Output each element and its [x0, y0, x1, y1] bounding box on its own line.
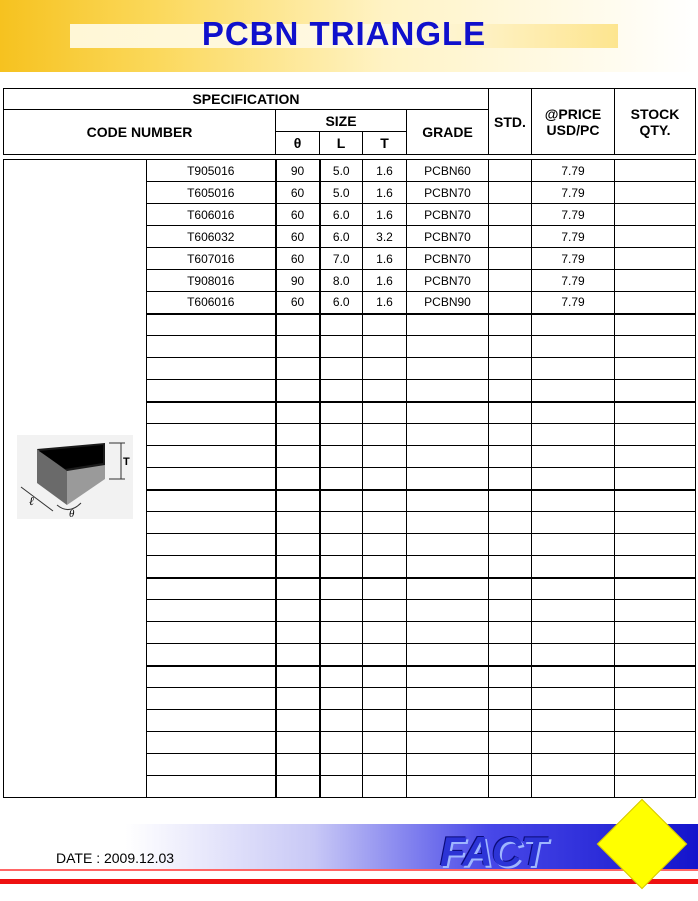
- price-cell: [532, 446, 615, 468]
- code-cell: [147, 424, 276, 446]
- theta-cell: 60: [276, 182, 320, 204]
- code-cell: [147, 622, 276, 644]
- t-cell: [363, 666, 407, 688]
- price-cell: [532, 644, 615, 666]
- stock-cell: [615, 204, 696, 226]
- stock-cell: [615, 710, 696, 732]
- grade-cell: [407, 644, 489, 666]
- std-cell: [489, 380, 532, 402]
- stock-cell: [615, 688, 696, 710]
- theta-cell: [276, 490, 320, 512]
- l-cell: 7.0: [320, 248, 363, 270]
- theta-cell: [276, 468, 320, 490]
- stock-header-line2: QTY.: [639, 121, 671, 138]
- l-cell: [320, 776, 363, 798]
- theta-cell: 60: [276, 226, 320, 248]
- grade-cell: [407, 424, 489, 446]
- grade-cell: [407, 754, 489, 776]
- stock-cell: [615, 248, 696, 270]
- spec-table: [3, 88, 696, 798]
- theta-cell: [276, 446, 320, 468]
- theta-cell: [276, 644, 320, 666]
- price-cell: [532, 314, 615, 336]
- code-cell: [147, 688, 276, 710]
- price-cell: [532, 512, 615, 534]
- code-cell: [147, 358, 276, 380]
- l-cell: [320, 556, 363, 578]
- price-cell: [532, 732, 615, 754]
- l-cell: 5.0: [320, 160, 363, 182]
- code-cell: [147, 732, 276, 754]
- l-cell: [320, 754, 363, 776]
- price-cell: [532, 556, 615, 578]
- l-cell: 6.0: [320, 204, 363, 226]
- stock-cell: [615, 754, 696, 776]
- std-cell: [489, 468, 532, 490]
- theta-cell: 90: [276, 160, 320, 182]
- code-cell: [147, 380, 276, 402]
- code-cell: T605016: [147, 182, 276, 204]
- theta-cell: [276, 534, 320, 556]
- grade-cell: [407, 688, 489, 710]
- code-cell: [147, 446, 276, 468]
- price-cell: 7.79: [532, 248, 615, 270]
- l-cell: [320, 446, 363, 468]
- specification-header: SPECIFICATION: [4, 89, 489, 110]
- std-cell: [489, 644, 532, 666]
- code-cell: [147, 512, 276, 534]
- stock-cell: [615, 402, 696, 424]
- code-cell: T908016: [147, 270, 276, 292]
- price-cell: [532, 534, 615, 556]
- stock-cell: [615, 292, 696, 314]
- stock-cell: [615, 600, 696, 622]
- grade-cell: [407, 556, 489, 578]
- t-cell: [363, 446, 407, 468]
- stock-cell: [615, 160, 696, 182]
- price-cell: [532, 336, 615, 358]
- theta-cell: [276, 688, 320, 710]
- table-row: [4, 160, 696, 182]
- l-cell: [320, 358, 363, 380]
- t-cell: 1.6: [363, 204, 407, 226]
- spec-table-body: [4, 160, 696, 798]
- theta-cell: [276, 336, 320, 358]
- t-cell: 1.6: [363, 292, 407, 314]
- stock-cell: [615, 490, 696, 512]
- price-cell: [532, 402, 615, 424]
- fact-logo: FACT: [440, 828, 546, 875]
- stock-header-line1: STOCK: [630, 105, 680, 122]
- theta-cell: [276, 402, 320, 424]
- t-cell: [363, 402, 407, 424]
- stock-cell: [615, 446, 696, 468]
- std-cell: [489, 556, 532, 578]
- t-cell: [363, 578, 407, 600]
- t-cell: [363, 710, 407, 732]
- std-cell: [489, 358, 532, 380]
- stock-cell: [615, 358, 696, 380]
- code-cell: T606016: [147, 204, 276, 226]
- std-cell: [489, 292, 532, 314]
- std-header: STD.: [489, 89, 532, 155]
- theta-cell: [276, 424, 320, 446]
- insert-diagram-icon: [17, 435, 133, 519]
- grade-cell: PCBN90: [407, 292, 489, 314]
- diamond-logo-icon: [597, 799, 688, 890]
- l-cell: [320, 644, 363, 666]
- grade-cell: [407, 358, 489, 380]
- theta-cell: 90: [276, 270, 320, 292]
- std-cell: [489, 270, 532, 292]
- theta-cell: [276, 578, 320, 600]
- price-cell: 7.79: [532, 270, 615, 292]
- code-cell: T606032: [147, 226, 276, 248]
- code-cell: [147, 578, 276, 600]
- stock-cell: [615, 314, 696, 336]
- grade-cell: [407, 600, 489, 622]
- price-cell: [532, 490, 615, 512]
- t-cell: [363, 556, 407, 578]
- grade-cell: [407, 622, 489, 644]
- l-cell: [320, 402, 363, 424]
- code-cell: [147, 600, 276, 622]
- price-cell: 7.79: [532, 182, 615, 204]
- t-cell: [363, 468, 407, 490]
- code-cell: [147, 402, 276, 424]
- code-cell: T606016: [147, 292, 276, 314]
- t-cell: [363, 358, 407, 380]
- price-cell: [532, 468, 615, 490]
- stock-cell: [615, 424, 696, 446]
- t-cell: 3.2: [363, 226, 407, 248]
- stock-cell: [615, 534, 696, 556]
- l-cell: 6.0: [320, 226, 363, 248]
- price-cell: [532, 776, 615, 798]
- std-cell: [489, 204, 532, 226]
- std-cell: [489, 314, 532, 336]
- code-cell: T905016: [147, 160, 276, 182]
- code-cell: [147, 556, 276, 578]
- theta-cell: [276, 600, 320, 622]
- theta-cell: [276, 358, 320, 380]
- t-cell: [363, 776, 407, 798]
- std-cell: [489, 754, 532, 776]
- theta-cell: 60: [276, 204, 320, 226]
- price-cell: [532, 666, 615, 688]
- diagram-cell: [4, 160, 147, 798]
- l-cell: [320, 710, 363, 732]
- grade-cell: [407, 732, 489, 754]
- l-cell: [320, 380, 363, 402]
- t-cell: [363, 512, 407, 534]
- std-cell: [489, 402, 532, 424]
- t-cell: [363, 688, 407, 710]
- l-cell: [320, 732, 363, 754]
- grade-cell: [407, 512, 489, 534]
- code-cell: [147, 666, 276, 688]
- price-header: [532, 89, 615, 155]
- l-cell: 8.0: [320, 270, 363, 292]
- stock-cell: [615, 380, 696, 402]
- l-cell: [320, 688, 363, 710]
- price-cell: [532, 688, 615, 710]
- t-cell: 1.6: [363, 270, 407, 292]
- l-cell: [320, 336, 363, 358]
- code-cell: T607016: [147, 248, 276, 270]
- l-cell: [320, 424, 363, 446]
- price-cell: [532, 424, 615, 446]
- l-cell: [320, 314, 363, 336]
- l-cell: 5.0: [320, 182, 363, 204]
- price-cell: [532, 600, 615, 622]
- std-cell: [489, 688, 532, 710]
- theta-cell: [276, 512, 320, 534]
- price-cell: [532, 622, 615, 644]
- std-cell: [489, 160, 532, 182]
- grade-cell: [407, 380, 489, 402]
- l-cell: [320, 666, 363, 688]
- footer-line: [0, 879, 698, 884]
- diagram-t-label: T: [123, 456, 130, 468]
- grade-cell: [407, 314, 489, 336]
- footer-line-thin: [0, 869, 698, 871]
- stock-header: [615, 89, 696, 155]
- grade-cell: [407, 336, 489, 358]
- std-cell: [489, 710, 532, 732]
- stock-cell: [615, 512, 696, 534]
- theta-cell: [276, 314, 320, 336]
- code-cell: [147, 710, 276, 732]
- grade-cell: [407, 666, 489, 688]
- t-cell: [363, 336, 407, 358]
- price-header-line1: @PRICE: [544, 105, 602, 122]
- price-cell: [532, 358, 615, 380]
- price-cell: 7.79: [532, 204, 615, 226]
- code-cell: [147, 468, 276, 490]
- l-header: L: [320, 132, 363, 155]
- grade-cell: PCBN70: [407, 270, 489, 292]
- t-cell: 1.6: [363, 248, 407, 270]
- std-cell: [489, 182, 532, 204]
- theta-cell: [276, 380, 320, 402]
- std-cell: [489, 534, 532, 556]
- l-cell: [320, 468, 363, 490]
- l-cell: [320, 578, 363, 600]
- std-cell: [489, 336, 532, 358]
- grade-cell: PCBN60: [407, 160, 489, 182]
- diagram-theta-label: θ: [69, 508, 75, 519]
- t-cell: [363, 534, 407, 556]
- t-cell: [363, 424, 407, 446]
- grade-cell: [407, 490, 489, 512]
- grade-cell: [407, 776, 489, 798]
- t-cell: [363, 732, 407, 754]
- theta-cell: [276, 666, 320, 688]
- grade-header: GRADE: [407, 110, 489, 155]
- l-cell: [320, 490, 363, 512]
- std-cell: [489, 600, 532, 622]
- std-cell: [489, 622, 532, 644]
- grade-cell: PCBN70: [407, 226, 489, 248]
- t-header: T: [363, 132, 407, 155]
- price-cell: [532, 380, 615, 402]
- price-cell: 7.79: [532, 226, 615, 248]
- grade-cell: [407, 402, 489, 424]
- theta-cell: [276, 776, 320, 798]
- page-title: PCBN TRIANGLE: [201, 15, 487, 52]
- price-cell: [532, 754, 615, 776]
- grade-cell: PCBN70: [407, 204, 489, 226]
- code-cell: [147, 336, 276, 358]
- std-cell: [489, 732, 532, 754]
- t-cell: 1.6: [363, 160, 407, 182]
- code-cell: [147, 754, 276, 776]
- grade-cell: PCBN70: [407, 182, 489, 204]
- price-cell: [532, 710, 615, 732]
- stock-cell: [615, 578, 696, 600]
- theta-cell: [276, 732, 320, 754]
- t-cell: [363, 600, 407, 622]
- grade-cell: [407, 710, 489, 732]
- stock-cell: [615, 336, 696, 358]
- stock-cell: [615, 182, 696, 204]
- theta-cell: 60: [276, 292, 320, 314]
- code-cell: [147, 490, 276, 512]
- theta-cell: [276, 622, 320, 644]
- code-number-header: CODE NUMBER: [4, 110, 276, 155]
- price-cell: [532, 578, 615, 600]
- stock-cell: [615, 644, 696, 666]
- std-cell: [489, 490, 532, 512]
- t-cell: [363, 490, 407, 512]
- std-cell: [489, 578, 532, 600]
- std-cell: [489, 248, 532, 270]
- grade-cell: PCBN70: [407, 248, 489, 270]
- std-cell: [489, 512, 532, 534]
- grade-cell: [407, 468, 489, 490]
- price-header-line2: USD/PC: [546, 121, 600, 138]
- stock-cell: [615, 270, 696, 292]
- price-cell: 7.79: [532, 292, 615, 314]
- code-cell: [147, 314, 276, 336]
- t-cell: [363, 314, 407, 336]
- stock-cell: [615, 226, 696, 248]
- footer-date: DATE : 2009.12.03: [56, 850, 175, 866]
- price-cell: 7.79: [532, 160, 615, 182]
- code-cell: [147, 776, 276, 798]
- grade-cell: [407, 578, 489, 600]
- code-cell: [147, 534, 276, 556]
- grade-cell: [407, 446, 489, 468]
- grade-cell: [407, 534, 489, 556]
- t-cell: 1.6: [363, 182, 407, 204]
- l-cell: [320, 600, 363, 622]
- std-cell: [489, 424, 532, 446]
- theta-header: θ: [276, 132, 320, 155]
- t-cell: [363, 380, 407, 402]
- stock-cell: [615, 776, 696, 798]
- diagram-l-label: ℓ: [29, 494, 34, 508]
- stock-cell: [615, 732, 696, 754]
- l-cell: 6.0: [320, 292, 363, 314]
- t-cell: [363, 622, 407, 644]
- theta-cell: [276, 556, 320, 578]
- size-header: SIZE: [276, 110, 407, 132]
- l-cell: [320, 534, 363, 556]
- theta-cell: [276, 754, 320, 776]
- stock-cell: [615, 622, 696, 644]
- theta-cell: 60: [276, 248, 320, 270]
- t-cell: [363, 644, 407, 666]
- std-cell: [489, 446, 532, 468]
- std-cell: [489, 226, 532, 248]
- stock-cell: [615, 666, 696, 688]
- stock-cell: [615, 468, 696, 490]
- std-cell: [489, 776, 532, 798]
- l-cell: [320, 622, 363, 644]
- std-cell: [489, 666, 532, 688]
- t-cell: [363, 754, 407, 776]
- theta-cell: [276, 710, 320, 732]
- l-cell: [320, 512, 363, 534]
- stock-cell: [615, 556, 696, 578]
- code-cell: [147, 644, 276, 666]
